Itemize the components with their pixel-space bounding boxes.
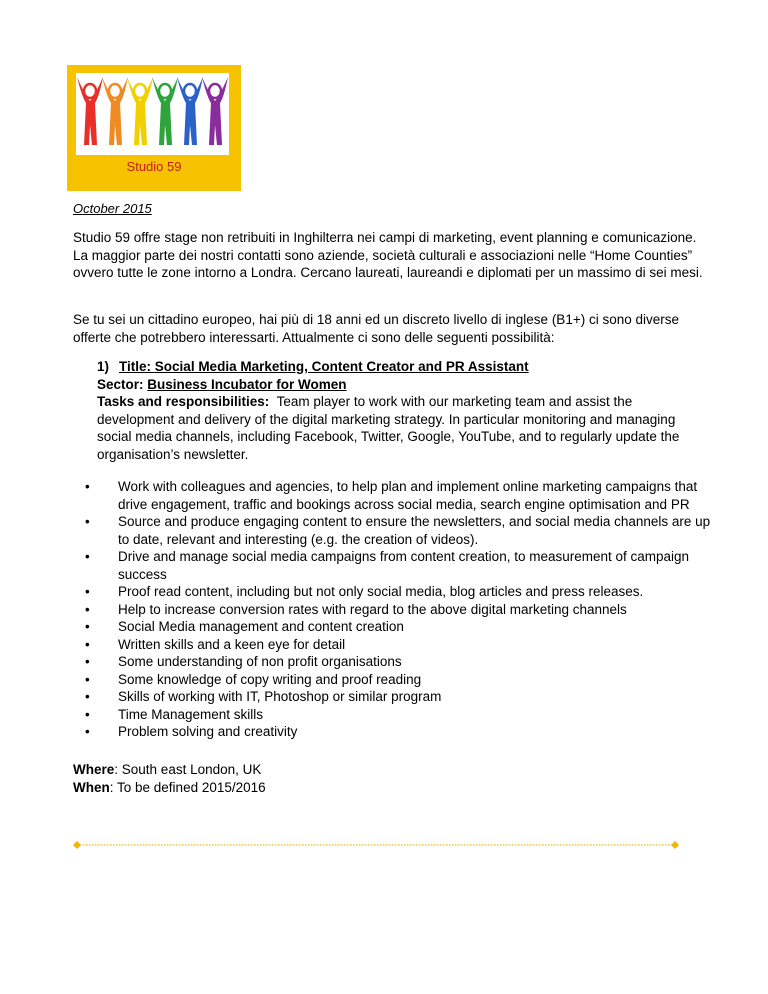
when-value: To be defined 2015/2016 — [117, 779, 266, 795]
bullet-icon: • — [85, 654, 90, 669]
where-line: Where: South east London, UK — [73, 762, 262, 777]
offer-sector-line: Sector: Business Incubator for Women — [97, 376, 347, 392]
logo-figure — [202, 77, 228, 145]
logo-figure — [127, 77, 153, 145]
sector-label: Sector — [97, 376, 140, 392]
offer-title-label: Title: — [119, 359, 152, 374]
tasks-label: Tasks and responsibilities: — [97, 394, 270, 409]
list-item: • Drive and manage social media campaigns from content creation, to measurement of campaign success — [85, 549, 690, 582]
bullet-icon: • — [85, 601, 90, 617]
offer-sector: Business Incubator for Women — [147, 376, 347, 392]
where-label: Where — [73, 762, 115, 777]
divider-left-diamond-icon — [73, 841, 81, 849]
bullet-icon: • — [85, 584, 90, 599]
where-value: South east London, UK — [121, 762, 262, 777]
tasks-text: Team player to work with our marketing team and assist the development and delivery of the digital marketing strategy. In particular monitoring and managing social media channels, including Facebook, Twitter, Google, YouTube, and to regularly update the organisation’s newsletter. — [97, 394, 680, 462]
list-item: • Help to increase conversion rates with regard to the above digital marketing channels — [85, 601, 627, 617]
logo-figure — [177, 77, 203, 145]
list-item: • Social Media management and content creation — [85, 619, 404, 634]
bullet-icon: • — [85, 724, 90, 739]
dancing-people-icon — [76, 73, 229, 155]
document-date: October 2015 — [73, 201, 152, 216]
divider-right-diamond-icon — [671, 841, 679, 849]
logo-caption: Studio 59 — [126, 159, 182, 174]
logo-figure — [77, 77, 103, 145]
list-item: • Skills of working with IT, Photoshop or similar program — [85, 689, 442, 704]
when-line: When: To be defined 2015/2016 — [73, 779, 266, 795]
list-item: • Work with colleagues and agencies, to help plan and implement online marketing campaigns that drive engagement, traffic and bookings across social media, search engine optimisation and PR — [85, 479, 698, 512]
bullet-icon: • — [85, 706, 90, 722]
bullet-icon: • — [85, 619, 90, 634]
bullet-icon: • — [85, 636, 90, 652]
list-item: • Proof read content, including but not only social media, blog articles and press releases. — [85, 584, 644, 599]
list-item: • Some knowledge of copy writing and proof reading — [85, 671, 422, 687]
list-item: • Some understanding of non profit organisations — [85, 654, 402, 669]
bullet-icon: • — [85, 479, 90, 494]
logo-figures-image — [76, 73, 229, 155]
bullet-icon: • — [85, 671, 90, 687]
offer-section — [97, 358, 697, 463]
decorative-divider — [73, 841, 679, 849]
when-label: When — [73, 779, 110, 795]
list-item: • Problem solving and creativity — [85, 724, 298, 739]
list-item: • Source and produce engaging content to ensure the newsletters, and social media channels are up to date, relevant and interesting (e.g. the creation of videos). — [85, 514, 711, 547]
offer-details — [73, 761, 266, 796]
bullet-icon: • — [85, 689, 90, 704]
logo-figure — [102, 77, 128, 145]
offer-number: 1) — [97, 359, 110, 374]
offer-tasks — [97, 393, 697, 463]
list-item: • Time Management skills — [85, 706, 264, 722]
list-item: • Written skills and a keen eye for detail — [85, 636, 346, 652]
eligibility-paragraph: Se tu sei un cittadino europeo, hai più di 18 anni ed un discreto livello di inglese (B1+) ci sono diverse offerte che potrebbero interessarti. Attualmente ci sono delle seguenti possibilità: — [73, 312, 679, 345]
responsibilities-list — [73, 478, 713, 741]
bullet-icon: • — [85, 514, 90, 529]
logo-figure — [152, 77, 178, 145]
bullet-icon: • — [85, 549, 90, 564]
offer-title-line — [97, 358, 697, 376]
intro-paragraph: Studio 59 offre stage non retribuiti in Inghilterra nei campi di marketing, event planning e comunicazione. La maggior parte dei nostri contatti sono aziende, società culturali e associazioni nelle “Home Counties” ovvero tutte le zone intorno a Londra. Cercano laureati, laureandi e diplomati per un massimo di sei mesi. — [73, 230, 703, 280]
studio59-logo — [67, 65, 241, 191]
offer-title: Social Media Marketing, Content Creator and PR Assistant — [154, 359, 529, 374]
